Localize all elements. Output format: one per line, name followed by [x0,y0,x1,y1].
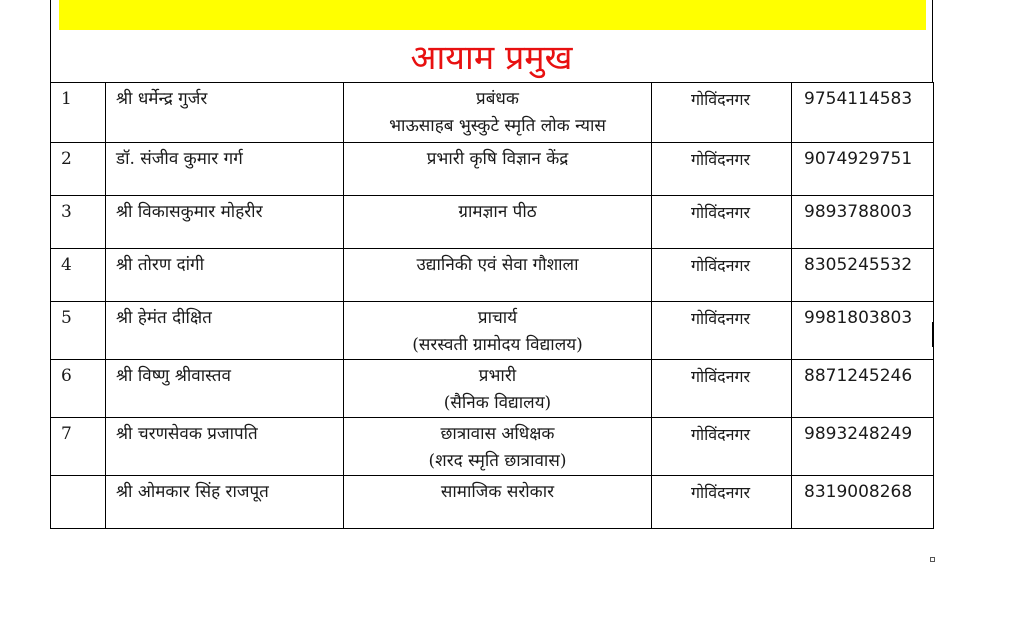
designation-line-1: प्राचार्य [477,308,518,328]
table-row [51,196,934,249]
place-cell: गोविंदनगर [652,143,792,196]
designation-line-1: प्रभारी [478,366,517,386]
designation-line-2: (शरद स्मृति छात्रावास) [428,451,567,471]
phone-cell: 9893248249 [792,418,934,476]
name-cell: श्री विकासकुमार मोहरीर [106,196,344,249]
place-cell: गोविंदनगर [652,360,792,418]
designation-line-1: उद्यानिकी एवं सेवा गौशाला [416,255,579,275]
table-row [51,249,934,302]
serial-number-cell: 7 [51,418,106,476]
name-cell: श्री हेमंत दीक्षित [106,302,344,360]
designation-line-2: (सरस्वती ग्रामोदय विद्यालय) [412,335,583,355]
table-resize-handle[interactable] [930,557,935,562]
designation-cell [344,196,652,249]
phone-cell: 9074929751 [792,143,934,196]
designation-line-1: प्रभारी कृषि विज्ञान केंद्र [426,149,569,169]
designation-cell [344,143,652,196]
table-row [51,418,934,476]
designation-cell [344,476,652,529]
table-row [51,302,934,360]
serial-number-cell: 3 [51,196,106,249]
text-cursor [932,322,934,347]
designation-line-1: ग्रामज्ञान पीठ [458,202,537,222]
place-cell: गोविंदनगर [652,418,792,476]
phone-cell: 9981803803 [792,302,934,360]
header-area [50,0,933,82]
table-row [51,476,934,529]
designation-line-1: छात्रावास अधिक्षक [440,424,555,444]
designation-cell [344,302,652,360]
designation-cell [344,83,652,143]
table-row [51,360,934,418]
contacts-table [50,82,934,529]
designation-line-2: भाऊसाहब भुस्कुटे स्मृति लोक न्यास [389,116,606,136]
designation-line-1: प्रबंधक [476,89,519,109]
name-cell: श्री ओमकार सिंह राजपूत [106,476,344,529]
designation-cell [344,249,652,302]
name-cell: श्री विष्णु श्रीवास्तव [106,360,344,418]
name-cell: श्री तोरण दांगी [106,249,344,302]
serial-number-cell: 5 [51,302,106,360]
table-row [51,83,934,143]
serial-number-cell: 6 [51,360,106,418]
designation-cell [344,418,652,476]
serial-number-cell: 1 [51,83,106,143]
phone-cell: 8871245246 [792,360,934,418]
designation-line-1: सामाजिक सरोकार [440,482,555,502]
designation-line-2: (सैनिक विद्यालय) [443,393,552,413]
name-cell: डॉ. संजीव कुमार गर्ग [106,143,344,196]
serial-number-cell [51,476,106,529]
designation-cell [344,360,652,418]
serial-number-cell: 4 [51,249,106,302]
phone-cell: 8319008268 [792,476,934,529]
serial-number-cell: 2 [51,143,106,196]
yellow-highlight-band [59,0,926,30]
place-cell: गोविंदनगर [652,302,792,360]
place-cell: गोविंदनगर [652,83,792,143]
phone-cell: 9893788003 [792,196,934,249]
name-cell: श्री धर्मेन्द्र गुर्जर [106,83,344,143]
phone-cell: 8305245532 [792,249,934,302]
name-cell: श्री चरणसेवक प्रजापति [106,418,344,476]
place-cell: गोविंदनगर [652,249,792,302]
phone-cell: 9754114583 [792,83,934,143]
document [50,0,933,529]
page-title: आयाम प्रमुख [410,38,573,78]
table-row [51,143,934,196]
place-cell: गोविंदनगर [652,196,792,249]
place-cell: गोविंदनगर [652,476,792,529]
